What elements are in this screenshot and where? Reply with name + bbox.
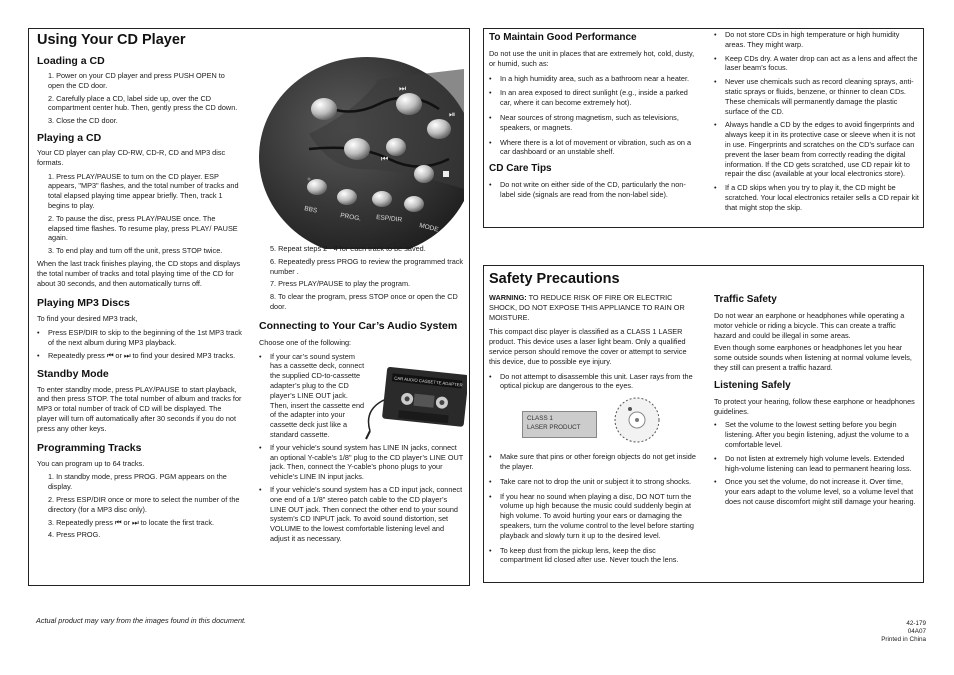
esp-dir-button: [372, 191, 392, 207]
list-item: 1. Power on your CD player and press PUSH OPEN to open the CD door.: [48, 71, 225, 90]
prev-icon: ⏮: [381, 154, 389, 163]
section-title: Using Your CD Player: [37, 32, 186, 48]
list-item: • Do not write on either side of the CD, particularly the non-label side (signals are read from the non-label side).: [489, 180, 686, 199]
list-item: • In an area exposed to direct sunlight (e.g., inside a parked car, where it can become extremely hot).: [489, 88, 688, 108]
bbs-button: [307, 179, 327, 195]
list-item: • Press ESP/DIR to skip to the beginning of the 1st MP3 track of the next album during MP3 playback.: [37, 328, 242, 347]
list-item: 3. Close the CD door.: [48, 116, 118, 126]
list-item: • If your car’s sound system has a cassette deck, connect the supplied CD-to-cassette adapter’s plug to the CD player’s LINE OUT jack. Then, insert the cassette end of the adapter into your cassette deck just like a standard cassette.: [259, 351, 365, 439]
list-item: • Make sure that pins or other foreign objects do not get inside the player.: [489, 452, 696, 471]
maintain-heading: To Maintain Good Performance: [489, 32, 637, 43]
list-item: 6. Repeatedly press PROG to review the programmed track number .: [270, 256, 464, 276]
safety-column-1: [489, 293, 699, 568]
list-item: • Do not attempt to disassemble this unit. Laser rays from the optical pickup are dangerous to the eyes.: [489, 371, 693, 391]
mode-button: [404, 196, 424, 212]
playing-steps: [37, 172, 242, 256]
list-item: • Do not listen at extremely high volume levels. Extended high-volume listening can lead to permanent hearing loss.: [714, 453, 912, 473]
list-item: 1. Press PLAY/PAUSE to turn on the CD player. ESP appears, "MP3" flashes, and the total number of tracks and total elapsed playing time appear briefly. Then, track 1 begins to play.: [48, 171, 239, 210]
list-item: 2. Press ESP/DIR once or more to select the number of the directory (for a MP3 disc only).: [48, 494, 240, 514]
playing-after: When the last track finishes playing, the CD stops and displays the total number of tracks and total playing time of the CD for about 30 seconds, and then automatically turns off.: [37, 258, 241, 288]
laser-label-figure: [489, 395, 699, 447]
list-item: • To keep dust from the pickup lens, keep the disc compartment lid closed after use. Never touch the lens.: [489, 545, 679, 565]
care-bullets: [489, 180, 701, 200]
list-item: • In a high humidity area, such as a bathroom near a heater.: [489, 73, 690, 83]
list-item: • Always handle a CD by the edges to avoid fingerprints and always keep it in its protective case or sleeve when it is not in use. Fingerprints and scratches on the CD’s surface can prevent the laser beam from correctly reading the digital information. If the CD gets scratched, use CD repair kit to repair the disc (available at your local electronics store).: [714, 120, 916, 179]
safety-precautions-panel: [483, 265, 924, 583]
care-column: [714, 30, 919, 216]
warning-text: WARNING: TO REDUCE RISK OF FIRE OR ELECTRIC SHOCK, DO NOT EXPOSE THIS APPLIANCE TO RAIN OR MOISTURE.: [489, 293, 685, 322]
playing-intro: Your CD player can play CD-RW, CD-R, CD and MP3 disc formats.: [37, 147, 226, 167]
label-line-1: CLASS 1: [527, 415, 553, 423]
standby-text: To enter standby mode, press PLAY/PAUSE to start playback, and then press STOP. The total number of album and tracks for MP3 or total number of track of CD will be displayed. The player will turn off automatically after 30 seconds if you do not press any other keys.: [37, 384, 242, 433]
list-item: 2. Carefully place a CD, label side up, over the CD compartment center hub. Then, gently press the CD down.: [48, 93, 238, 113]
cd-care-heading: CD Care Tips: [489, 163, 552, 175]
using-cd-player-panel: [28, 28, 470, 586]
programming-intro: You can program up to 64 tracks.: [37, 458, 145, 468]
list-item: 4. Press PROG.: [48, 530, 101, 540]
button-large-1: [311, 98, 337, 120]
cd-disc-image: [612, 395, 662, 445]
list-item: 1. In standby mode, press PROG. PGM appears on the display.: [48, 472, 227, 492]
left-column: [37, 55, 242, 543]
traffic-heading: Traffic Safety: [714, 294, 777, 305]
loading-heading: Loading a CD: [37, 55, 105, 67]
next-button: [396, 93, 422, 115]
laser-text: This compact disc player is classified as a CLASS 1 LASER product. This device uses a laser light beam. Only a qualified service person should remove the cover or attempt to service this device, due to possible eye injury.: [489, 327, 687, 366]
connecting-heading: Connecting to Your Car’s Audio System: [259, 319, 458, 332]
list-item: • Set the volume to the lowest setting before you begin listening. After you begin listening, adjust the volume to a comfortable level.: [714, 420, 909, 449]
playing-heading: Playing a CD: [37, 131, 102, 144]
list-item: • If you hear no sound when playing a disc, DO NOT turn the volume up high because the music could suddenly begin at high volume. To avoid hurting your ears or damaging the speakers, turn the volume control to the level before starting playback and slowly turn it up to the desired level.: [489, 491, 694, 540]
list-item: • Repeatedly press ⏮ or ⏭ to find your desired MP3 tracks.: [37, 350, 236, 360]
safety-column-2: [714, 294, 919, 510]
code-3: Printed in China: [881, 636, 926, 643]
list-item: 7. Press PLAY/PAUSE to play the program.: [270, 279, 411, 289]
standby-heading: Standby Mode: [37, 367, 109, 380]
maintain-performance-panel: [483, 28, 924, 228]
cassette-adapter-image: [362, 361, 467, 446]
maintain-column: [489, 32, 701, 203]
programming-steps-cont: [259, 244, 464, 312]
listening-bullets: [714, 420, 919, 506]
list-item: • If a CD skips when you try to play it, the CD might be scratched. Your local electronics retailer sells a CD repair kit that might stop the skip.: [714, 183, 919, 212]
cassette-label: CAR AUDIO CASSETTE ADAPTER: [393, 375, 463, 388]
bbs-label: BBS: [303, 205, 318, 215]
mp3-intro: To find your desired MP3 track,: [37, 314, 138, 324]
stop-icon: [443, 171, 449, 177]
list-item: • Where there is a lot of movement or vibration, such as on a car dashboard or an unstable shelf.: [489, 137, 692, 157]
safety-bullets-1: [489, 372, 699, 392]
prog-button: [337, 189, 357, 205]
list-item: • Do not store CDs in high temperature or high humidity areas. They might warp.: [714, 30, 900, 49]
list-item: • If your vehicle’s sound system has LINE IN jacks, connect an optional Y-cable’s 1/8" plug to the CD player’s LINE OUT jack. Then, connect the Y-cable’s phono plugs to your vehicle’s LINE IN input jacks.: [259, 442, 464, 482]
class1-laser-label: [522, 411, 597, 438]
programming-heading: Programming Tracks: [37, 441, 142, 454]
list-item: 5. Repeat steps 2 - 4 for each track to be saved.: [270, 244, 426, 253]
maintain-bullets: [489, 74, 701, 158]
listening-intro: To protect your hearing, follow these earphone or headphones guidelines.: [714, 396, 915, 416]
prev-button: [386, 138, 406, 156]
mp3-heading: Playing MP3 Discs: [37, 297, 130, 310]
programming-steps: [37, 472, 242, 540]
care-bullets-2: [714, 30, 919, 213]
list-item: 8. To clear the program, press STOP once or open the CD door.: [270, 292, 458, 311]
list-item: • Once you set the volume, do not increase it. Over time, your ears adapt to the volume level, so a volume level that does not cause discomfort might still damage your hearing.: [714, 477, 916, 506]
list-item: • Take care not to drop the unit or subject it to strong shocks.: [489, 476, 692, 486]
disclaimer: Actual product may vary from the images found in this document.: [36, 616, 247, 625]
code-2: 04A07: [907, 628, 926, 635]
list-item: • Near sources of strong magnetism, such as televisions, speakers, or magnets.: [489, 112, 679, 132]
loading-steps: [37, 71, 242, 126]
maintain-intro: Do not use the unit in places that are extremely hot, cold, dusty, or humid, such as:: [489, 49, 695, 68]
button-large-2: [344, 138, 370, 160]
traffic-p2: Even though some earphones or headphones let you hear some outside sounds when listening at normal volume levels, they still can present a traffic hazard.: [714, 343, 912, 372]
play-pause-icon: ⏯: [449, 110, 456, 119]
traffic-p1: Do not wear an earphone or headphones while operating a motor vehicle or riding a bicycle. This can create a traffic hazard and could be illegal in some areas.: [714, 311, 905, 340]
list-item: 2. To pause the disc, press PLAY/PAUSE once. The elapsed time flashes. To resume play, press PLAY/ PAUSE again.: [48, 213, 238, 243]
listening-heading: Listening Safely: [714, 379, 791, 391]
mp3-bullets: [37, 328, 242, 360]
code-1: 42-179: [906, 620, 926, 627]
stop-button: [414, 165, 434, 183]
prog-label: PROG.: [339, 212, 362, 223]
esp-dir-label: ESP/DIR: [375, 214, 403, 224]
play-pause-button: [427, 119, 451, 139]
product-codes: [881, 620, 926, 644]
connecting-intro: Choose one of the following:: [259, 337, 352, 347]
list-item: • Never use chemicals such as record cleaning sprays, anti-static sprays or fluids, benzene, or thinner to clean CDs. These chemicals will permanently damage the plastic surface of the CD.: [714, 77, 914, 116]
label-line-2: LASER PRODUCT: [527, 424, 581, 432]
next-icon: ⏭: [399, 84, 407, 93]
cd-player-illustration: [249, 49, 464, 249]
list-item: 3. Repeatedly press ⏮ or ⏭ to locate the first track.: [48, 517, 215, 527]
safety-bullets-2: [489, 452, 699, 565]
safety-title: Safety Precautions: [489, 271, 620, 287]
list-item: • If your vehicle’s sound system has a CD input jack, connect one end of a 1/8" stereo patch cable to the CD player’s LINE OUT jack. Then connect the other end to your sound system’s CD INPUT jack. To avoid sound distortion, set VOLUME to the lowest comfortable listening level and adjust it as necessary.: [259, 484, 463, 543]
mode-label: MODE: [418, 222, 440, 234]
list-item: 3. To end play and turn off the unit, press STOP twice.: [48, 246, 223, 256]
list-item: • Keep CDs dry. A water drop can act as a lens and affect the laser beam’s focus.: [714, 53, 918, 73]
